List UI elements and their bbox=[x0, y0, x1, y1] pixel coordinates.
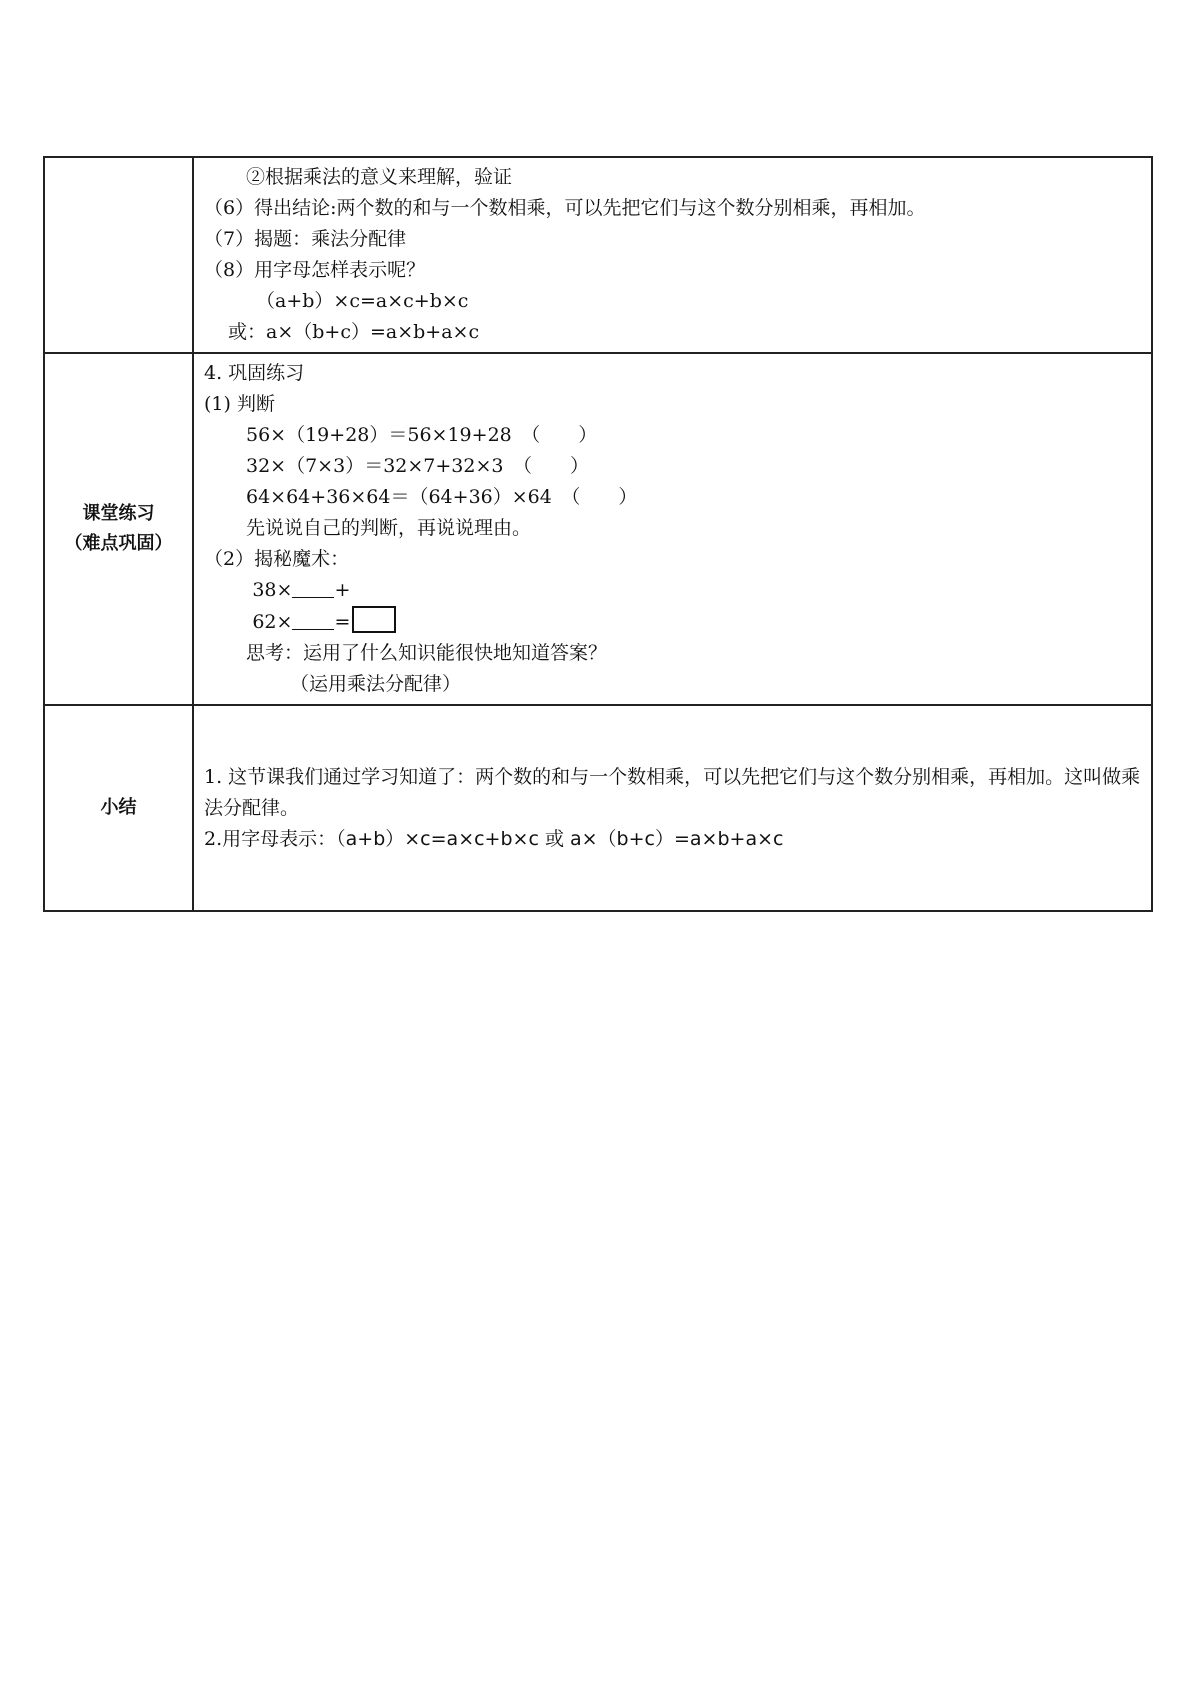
summary-line bbox=[204, 824, 1143, 855]
content-line: （6）得出结论:两个数的和与一个数相乘，可以先把它们与这个数分别相乘，再相加。 bbox=[204, 197, 926, 219]
judgment-item: 56×（19+28）＝56×19+28 （ ） bbox=[246, 424, 598, 446]
content-line: 先说说自己的判断，再说说理由。 bbox=[246, 517, 532, 539]
answer-box bbox=[352, 606, 396, 633]
content-line: （8）用字母怎样表示呢？ bbox=[204, 259, 426, 281]
section-label: 小结 bbox=[100, 797, 137, 818]
section-sublabel: （难点巩固） bbox=[64, 533, 173, 554]
content-line: 思考：运用了什么知识能很快地知道答案？ bbox=[246, 642, 608, 664]
section-label-cell bbox=[44, 353, 193, 705]
formula-line: 或：a×（b+c）=a×b+a×c bbox=[228, 321, 480, 343]
judgment-item: 32×（7×3）＝32×7+32×3 （ ） bbox=[246, 455, 589, 477]
content-line: （7）揭题：乘法分配律 bbox=[204, 228, 407, 250]
magic-prefix: （2）揭秘魔术： bbox=[204, 548, 350, 570]
summary-formula: （a+b）×c=a×c+b×c 或 a×（b+c）=a×b+a×c bbox=[336, 828, 784, 850]
summary-prefix: 2.用字母表示： bbox=[204, 828, 337, 850]
summary-line: 1. 这节课我们通过学习知道了：两个数的和与一个数相乘，可以先把它们与这个数分别相乘，再相加。这叫做乘法分配律。 bbox=[204, 766, 1141, 819]
table-row bbox=[44, 157, 1152, 353]
formula-line: （a+b）×c=a×c+b×c bbox=[256, 290, 469, 312]
content-line: （运用乘法分配律） bbox=[290, 673, 462, 695]
section-content-cell bbox=[193, 157, 1152, 353]
section-label: 课堂练习 bbox=[82, 503, 155, 524]
magic-equals: = bbox=[334, 611, 351, 633]
judgment-item: 64×64+36×64＝（64+36）×64 （ ） bbox=[246, 486, 638, 508]
magic-term-1: 38× bbox=[252, 579, 293, 601]
magic-term-2: 62× bbox=[252, 611, 293, 633]
summary-block bbox=[204, 710, 1143, 855]
lesson-plan-table bbox=[43, 156, 1153, 912]
section-content-cell bbox=[193, 705, 1152, 911]
magic-plus: + bbox=[334, 579, 351, 601]
table-row bbox=[44, 705, 1152, 911]
fill-in-blank bbox=[292, 579, 334, 598]
content-line: ②根据乘法的意义来理解，验证 bbox=[246, 166, 513, 188]
content-line: 4. 巩固练习 bbox=[204, 362, 305, 384]
section-label-cell bbox=[44, 157, 193, 353]
content-line: (1) 判断 bbox=[204, 393, 275, 415]
section-content-cell bbox=[193, 353, 1152, 705]
section-label-cell bbox=[44, 705, 193, 911]
fill-in-blank bbox=[292, 611, 334, 630]
table-row bbox=[44, 353, 1152, 705]
magic-trick-line bbox=[204, 544, 1143, 638]
